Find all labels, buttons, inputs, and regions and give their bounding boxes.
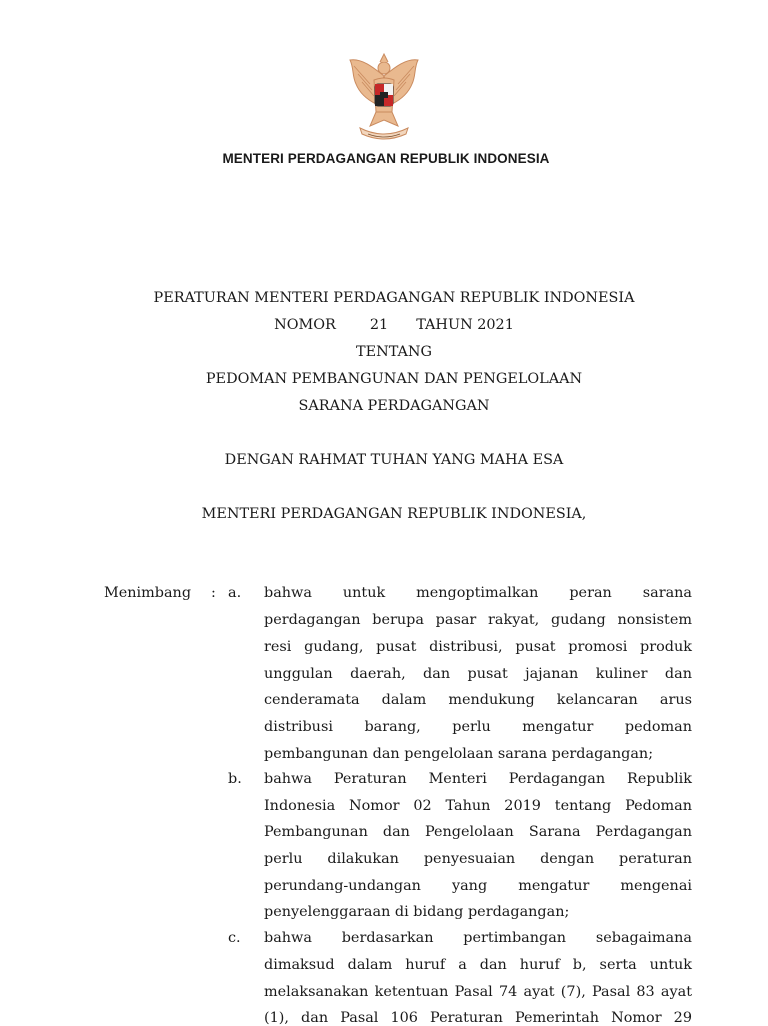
regulation-type: PERATURAN MENTERI PERDAGANGAN REPUBLIK INDONESIA bbox=[153, 290, 635, 306]
invocation: DENGAN RAHMAT TUHAN YANG MAHA ESA bbox=[224, 452, 564, 468]
item-b-line: Pembangunan dan Pengelolaan Sarana Perdagangan bbox=[264, 824, 692, 840]
item-c-line: dimaksud dalam huruf a dan huruf b, serta untuk bbox=[264, 957, 692, 973]
regulation-title-line1: PEDOMAN PEMBANGUNAN DAN PENGELOLAAN bbox=[205, 371, 583, 387]
item-a-line: pembangunan dan pengelolaan sarana perdagangan; bbox=[264, 746, 654, 762]
item-a-line: perdagangan berupa pasar rakyat, gudang nonsistem bbox=[264, 612, 692, 628]
ministry-heading: MENTERI PERDAGANGAN REPUBLIK INDONESIA bbox=[222, 151, 550, 166]
garuda-emblem-icon bbox=[340, 50, 428, 142]
item-a-line: bahwa untuk mengoptimalkan peran sarana bbox=[264, 585, 692, 601]
item-b-line: bahwa Peraturan Menteri Perdagangan Republik bbox=[264, 771, 692, 787]
regulation-number: 21 bbox=[369, 317, 389, 333]
item-a-line: distribusi barang, perlu mengatur pedoman bbox=[264, 719, 692, 735]
item-letter-b: b. bbox=[228, 771, 242, 787]
item-b-line: penyelenggaraan di bidang perdagangan; bbox=[264, 904, 570, 920]
regulation-year: TAHUN 2021 bbox=[416, 317, 514, 333]
number-label: NOMOR bbox=[274, 317, 336, 333]
item-a-line: resi gudang, pusat distribusi, pusat promosi produk bbox=[264, 639, 692, 655]
about-label: TENTANG bbox=[356, 344, 432, 360]
regulation-number-line bbox=[0, 317, 768, 333]
item-c-line: melaksanakan ketentuan Pasal 74 ayat (7), Pasal 83 ayat bbox=[264, 984, 692, 1000]
item-b-line: Indonesia Nomor 02 Tahun 2019 tentang Pedoman bbox=[264, 798, 692, 814]
item-a-line: cenderamata dalam mendukung kelancaran arus bbox=[264, 692, 692, 708]
menimbang-label: Menimbang bbox=[104, 585, 192, 601]
item-c-line: (1), dan Pasal 106 Peraturan Pemerintah Nomor 29 bbox=[264, 1010, 692, 1026]
item-letter-a: a. bbox=[228, 585, 242, 601]
regulation-title-line2: SARANA PERDAGANGAN bbox=[298, 398, 490, 414]
item-c-line: bahwa berdasarkan pertimbangan sebagaimana bbox=[264, 930, 692, 946]
item-b-line: perundang-undangan yang mengatur mengenai bbox=[264, 878, 692, 894]
item-letter-c: c. bbox=[228, 930, 241, 946]
item-b-line: perlu dilakukan penyesuaian dengan peraturan bbox=[264, 851, 692, 867]
issuer: MENTERI PERDAGANGAN REPUBLIK INDONESIA, bbox=[201, 506, 587, 522]
menimbang-colon: : bbox=[211, 585, 216, 601]
item-a-line: unggulan daerah, dan pusat jajanan kuliner dan bbox=[264, 666, 692, 682]
